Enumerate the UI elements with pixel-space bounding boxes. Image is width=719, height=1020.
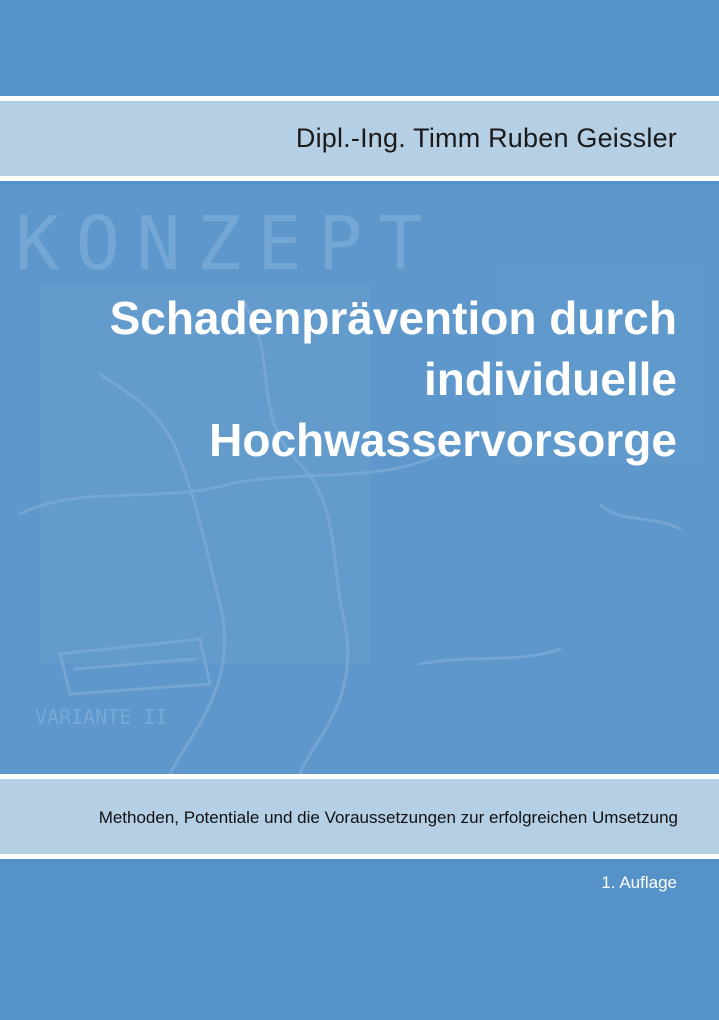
sketch-drawing: [0, 184, 719, 774]
author-band-bottom-line: [0, 176, 719, 181]
title-line-2: individuelle: [423, 353, 677, 405]
sketch-heading: KONZEPT: [15, 201, 439, 287]
subtitle-band-bottom-line: [0, 854, 719, 859]
author-name: Dipl.-Ing. Timm Ruben Geissler: [295, 123, 677, 153]
edition-label: 1. Auflage: [601, 873, 677, 892]
title-line-1: Schadenprävention durch: [109, 292, 677, 344]
sketch-label: VARIANTE II: [35, 705, 168, 729]
book-title: [37, 288, 677, 471]
title-line-3: Hochwasservorsorge: [209, 414, 677, 466]
cover-sketch-image: [0, 184, 719, 774]
book-subtitle: Methoden, Potentiale und die Voraussetzungen zur erfolgreichen Umsetzung: [98, 808, 678, 827]
